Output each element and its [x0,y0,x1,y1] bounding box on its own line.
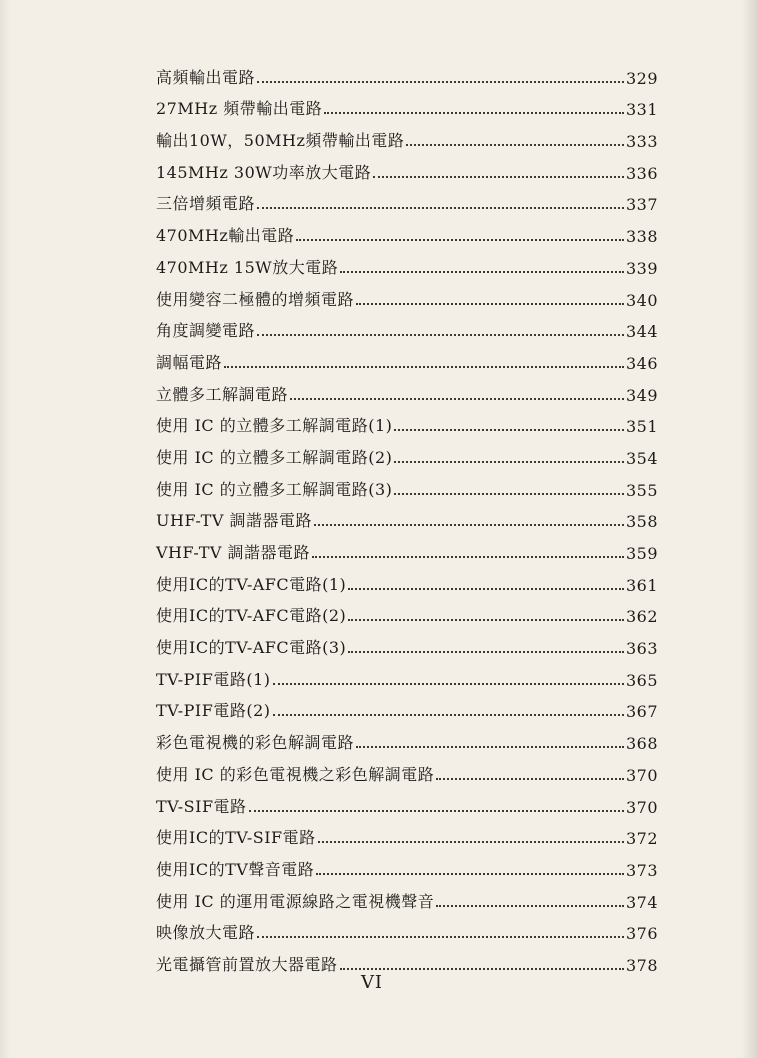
toc-entry-title: 使用IC的TV-AFC電路(1) [156,574,347,594]
toc-entry-page-number: 370 [626,797,659,817]
toc-entry-title: 三倍增頻電路 [156,194,256,214]
toc-entry-page-number: 338 [626,227,659,247]
dot-leader [394,461,624,463]
toc-entry [156,880,659,912]
dot-leader [296,239,624,241]
toc-entry-page-number: 349 [626,385,659,405]
toc-entry [156,721,659,754]
toc-entry-title: 使用變容二極體的增頻電路 [156,289,355,309]
toc-entry-page-number: 373 [626,860,659,880]
dot-leader [273,714,624,716]
toc-entry-page-number: 346 [626,353,659,373]
toc-entry-title: 470MHz 15W放大電路 [156,257,339,277]
toc-entry [156,341,659,373]
toc-entry [156,468,659,500]
toc-entry-title: 使用 IC 的立體多工解調電路(2) [156,447,393,467]
dot-leader [318,841,624,843]
dot-leader [394,493,624,495]
toc-entry [156,563,659,595]
toc-entry-page-number: 370 [626,765,659,785]
toc-entry [156,817,659,849]
toc-entry-title: 470MHz輸出電路 [156,226,295,246]
dot-leader [394,429,624,431]
toc-entry-page-number: 365 [626,670,659,690]
toc-entry [156,246,659,278]
dot-leader [348,651,624,653]
toc-entry [156,151,659,183]
toc-entry-page-number: 361 [626,575,659,595]
toc-entry [156,56,659,88]
dot-leader [436,905,624,907]
toc-entry-page-number: 367 [626,702,659,722]
toc-entry-page-number: 331 [626,100,659,120]
toc-entry-page-number: 368 [626,734,659,754]
table-of-contents [156,56,659,975]
toc-entry-title: 27MHz 頻帶輸出電路 [156,99,323,119]
dot-leader [257,334,624,336]
toc-entry-page-number: 337 [626,195,659,215]
toc-entry [156,214,659,247]
page-number: VI [360,972,384,993]
toc-entry-title: 使用IC的TV-SIF電路 [156,828,316,848]
dot-leader [436,778,624,780]
toc-entry-title: 調幅電路 [156,352,223,372]
toc-entry-page-number: 351 [626,417,659,437]
dot-leader [356,746,624,748]
toc-entry-title: 使用IC的TV聲音電路 [156,859,315,879]
toc-entry [156,690,659,722]
toc-entry-page-number: 355 [626,480,659,500]
dot-leader [324,112,624,114]
toc-entry-title: 映像放大電路 [156,923,256,943]
toc-entry-page-number: 376 [626,924,659,944]
toc-entry-title: 使用 IC 的彩色電視機之彩色解調電路 [156,764,435,784]
dot-leader [348,588,624,590]
toc-entry [156,531,659,563]
toc-entry-page-number: 329 [626,68,659,88]
toc-entry [156,848,659,880]
toc-entry [156,500,659,532]
toc-entry-title: 角度調變電路 [156,321,256,341]
toc-entry-page-number: 359 [626,544,659,563]
toc-entry-title: 使用IC的TV-AFC電路(3) [156,638,347,658]
toc-entry [156,278,659,310]
toc-entry-page-number: 344 [626,322,659,342]
toc-entry-title: 高頻輸出電路 [156,67,256,87]
toc-entry [156,626,659,659]
dot-leader [356,303,624,305]
dot-leader [406,144,624,146]
dot-leader [290,398,624,400]
toc-entry-page-number: 354 [626,448,659,468]
toc-entry [156,658,659,690]
dot-leader [273,683,624,685]
toc-entry-title: VHF-TV 調諧器電路 [156,543,311,562]
toc-entry-title: 使用 IC 的立體多工解調電路(1) [156,416,393,436]
toc-entry [156,119,659,152]
toc-entry-title: 輸出10W，50MHz頻帶輸出電路 [156,131,405,151]
toc-entry [156,405,659,437]
toc-entry [156,183,659,215]
toc-entry [156,595,659,627]
toc-entry-page-number: 374 [626,892,659,912]
toc-entry-title: TV-SIF電路 [156,796,247,816]
toc-entry-title: 立體多工解調電路 [156,384,289,404]
dot-leader [224,366,624,368]
toc-entry [156,373,659,405]
dot-leader [340,271,624,273]
toc-entry [156,88,659,120]
dot-leader [348,619,624,621]
dot-leader [249,810,624,812]
dot-leader [257,81,624,83]
toc-entry-page-number: 363 [626,639,659,659]
toc-entry [156,943,659,975]
toc-entry-page-number: 339 [626,258,659,278]
toc-entry [156,753,659,785]
toc-entry-page-number: 336 [626,163,659,183]
toc-entry-page-number: 378 [626,955,659,975]
toc-entry [156,785,659,817]
toc-entry-title: TV-PIF電路(1) [156,669,271,689]
toc-entry-title: 使用IC的TV-AFC電路(2) [156,606,347,626]
dot-leader [316,873,624,875]
dot-leader [257,207,624,209]
toc-entry-title: 使用 IC 的立體多工解調電路(3) [156,479,393,499]
toc-entry-page-number: 358 [626,512,659,532]
dot-leader [257,936,624,938]
toc-entry-page-number: 340 [626,290,659,310]
toc-entry-title: 145MHz 30W功率放大電路 [156,162,372,182]
toc-entry-page-number: 372 [626,829,659,849]
toc-entry-title: 使用 IC 的運用電源線路之電視機聲音 [156,891,435,911]
toc-entry-page-number: 333 [626,132,659,152]
dot-leader [314,524,624,526]
toc-entry [156,310,659,342]
toc-entry-page-number: 362 [626,607,659,627]
dot-leader [340,968,624,970]
dot-leader [373,176,624,178]
toc-entry-title: UHF-TV 調諧器電路 [156,511,312,531]
toc-entry [156,436,659,468]
page-spine-shadow [741,0,757,1058]
page-left-shadow [0,0,10,1058]
toc-entry-title: TV-PIF電路(2) [156,701,271,721]
toc-entry [156,912,659,944]
dot-leader [312,556,624,558]
toc-entry-title: 光電攝管前置放大器電路 [156,954,338,974]
toc-entry-title: 彩色電視機的彩色解調電路 [156,733,355,753]
